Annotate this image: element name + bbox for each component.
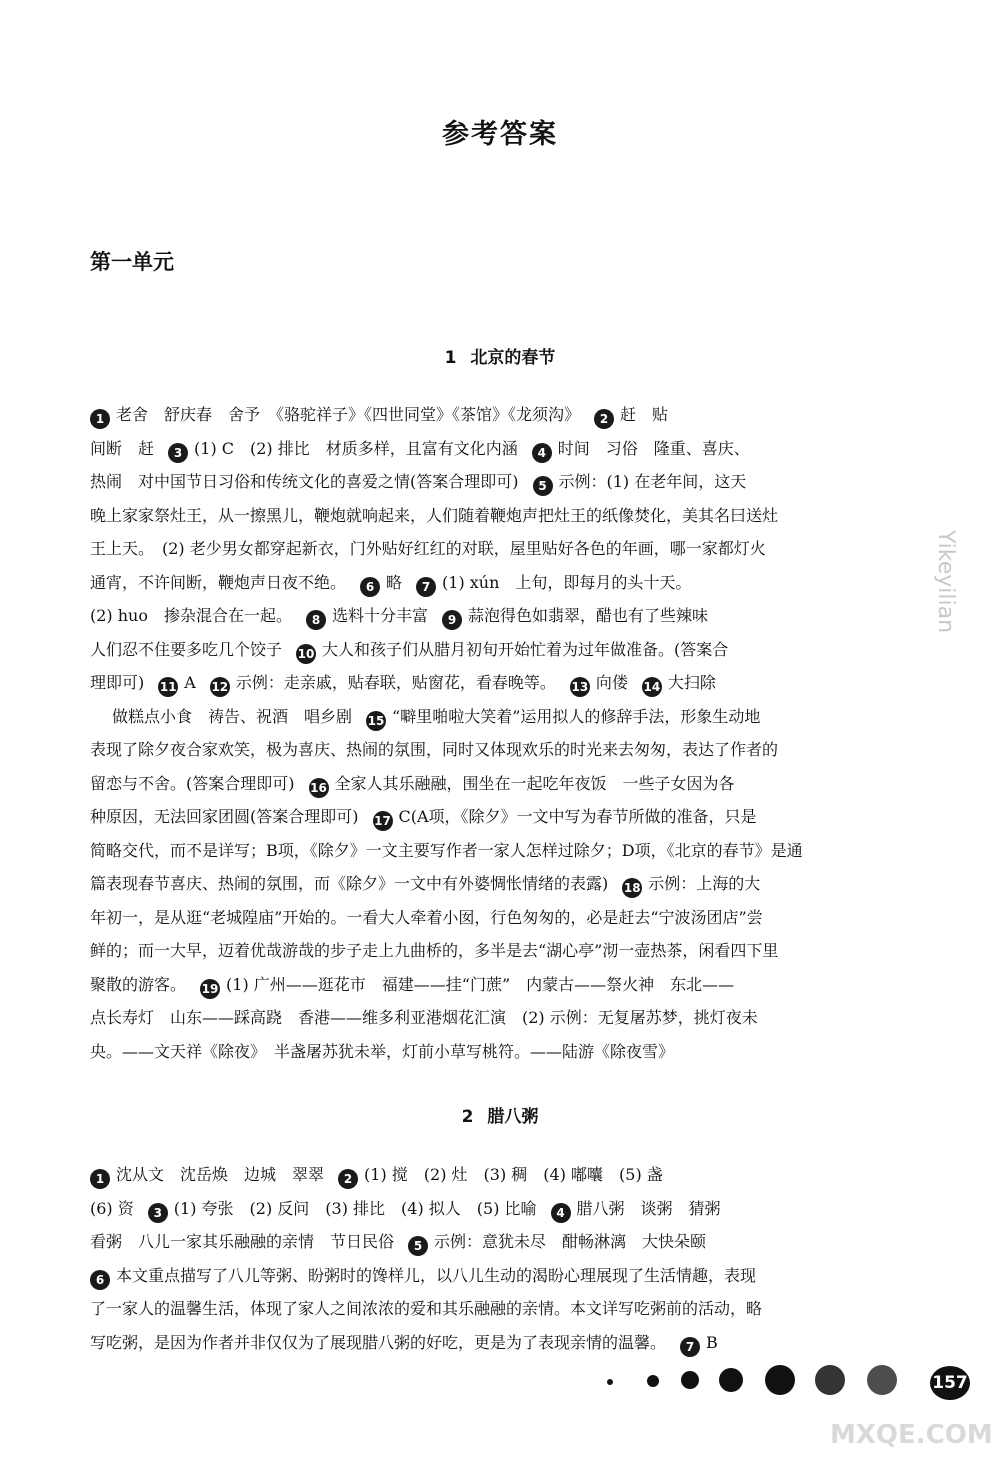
answer-line — [90, 1192, 910, 1226]
question-number-badge: 1 — [90, 409, 110, 429]
question-number-badge: 8 — [306, 610, 326, 630]
answer-line — [90, 566, 910, 600]
answer-line — [90, 465, 910, 499]
question-number-badge: 11 — [158, 677, 178, 697]
lesson-1-answers — [90, 398, 910, 1068]
question-number-badge: 2 — [338, 1169, 358, 1189]
answer-line — [90, 398, 910, 432]
answer-text: 年初一，是从逛“老城隍庙”开始的。一看大人牵着小囡，行色匆匆的，必是赶去“宁波汤团店”尝 — [90, 907, 763, 927]
answer-text: 示例：意犹未尽 酣畅淋漓 大快朵颐 — [434, 1232, 707, 1251]
question-number-badge: 17 — [373, 811, 393, 831]
answer-text: 做糕点小食 祷告、祝酒 唱乡剧 — [112, 706, 353, 726]
answer-text: 向偻 — [595, 673, 628, 692]
answer-text: 热闹 对中国节日习俗和传统文化的喜爱之情(答案合理即可) — [90, 472, 519, 491]
question-number-badge: 6 — [90, 1270, 110, 1290]
answer-line — [90, 700, 910, 734]
answer-text: 央。——文天祥《除夜》 半盏屠苏犹未举，灯前小草写桃符。——陆游《除夜雪》 — [90, 1041, 675, 1061]
dot-icon — [765, 1365, 795, 1395]
question-number-badge: 13 — [570, 677, 590, 697]
answer-text: 示例：(1) 在老年间，这天 — [558, 472, 747, 491]
answer-text: 种原因，无法回家团圆(答案合理即可) — [90, 807, 359, 826]
answer-line — [90, 834, 910, 868]
answer-line — [90, 867, 910, 901]
answer-text: 全家人其乐融融，围坐在一起吃年夜饭 一些子女因为各 — [334, 773, 735, 793]
answer-line — [90, 901, 910, 935]
answer-text: 人们忍不住要多吃几个饺子 — [90, 639, 283, 659]
dot-icon — [607, 1379, 613, 1385]
answer-text: 晚上家家祭灶王，从一擦黑儿，鞭炮就响起来，人们随着鞭炮声把灶王的纸像焚化，美其名曰送灶 — [90, 505, 779, 525]
lesson-heading-1 — [0, 343, 1000, 368]
answer-text: 鲜的；而一大早，迈着优哉游哉的步子走上九曲桥的，多半是去“湖心亭”沏一壶热茶，闲看四下里 — [90, 941, 779, 960]
answer-text: 理即可) — [90, 673, 145, 692]
answer-text: (1) C (2) 排比 材质多样，且富有文化内涵 — [194, 438, 518, 458]
answer-text: 选料十分丰富 — [332, 606, 429, 625]
page-number: 157 — [930, 1366, 970, 1400]
answer-text: 看粥 八儿一家其乐融融的亲情 节日民俗 — [90, 1232, 395, 1251]
dot-icon — [681, 1371, 699, 1389]
answer-text: C(A项，《除夕》一文中写为春节所做的准备，只是 — [398, 807, 757, 826]
answer-line — [90, 499, 910, 533]
answer-line — [90, 1158, 910, 1192]
answer-line — [90, 432, 910, 466]
question-number-badge: 12 — [210, 677, 230, 697]
answer-text: 写吃粥，是因为作者并非仅仅为了展现腊八粥的好吃，更是为了表现亲情的温馨。 — [90, 1332, 667, 1352]
answer-text: (1) xún 上旬，即每月的头十天。 — [442, 572, 692, 592]
watermark: MXQE.COM — [830, 1420, 993, 1450]
lesson-number: 1 — [444, 348, 457, 368]
lesson-2-answers — [90, 1158, 910, 1359]
question-number-badge: 3 — [168, 443, 188, 463]
answer-text: 示例：上海的大 — [648, 874, 761, 893]
answer-text: 大扫除 — [667, 673, 716, 692]
question-number-badge: 5 — [533, 476, 553, 496]
answer-line — [90, 733, 910, 767]
answer-text: 间断 赶 — [90, 438, 155, 458]
answer-line — [90, 1225, 910, 1259]
question-number-badge: 10 — [296, 644, 316, 664]
answer-text: 本文重点描写了八儿等粥、盼粥时的馋样儿，以八儿生动的渴盼心理展现了生活情趣，表现 — [116, 1265, 757, 1285]
answer-text: 赶 贴 — [620, 405, 669, 424]
dot-icon — [867, 1365, 897, 1395]
answer-text: 篇表现春节喜庆、热闹的氛围，而《除夕》一文中有外婆惆怅情绪的表露) — [90, 874, 609, 893]
question-number-badge: 4 — [532, 443, 552, 463]
answer-line — [90, 532, 910, 566]
answer-text: “噼里啪啦大笑着”运用拟人的修辞手法，形象生动地 — [392, 706, 761, 726]
lesson-heading-2 — [0, 1102, 1000, 1127]
answer-text: 沈从文 沈岳焕 边城 翠翠 — [116, 1165, 325, 1184]
answer-text: (6) 资 — [90, 1198, 134, 1218]
dot-icon — [815, 1365, 845, 1395]
question-number-badge: 1 — [90, 1169, 110, 1189]
answer-text: 王上天。 (2) 老少男女都穿起新衣，门外贴好红红的对联，屋里贴好各色的年画，哪一家都灯火 — [90, 539, 766, 558]
answer-text: A — [184, 673, 196, 692]
answer-text: (1) 搅 (2) 灶 (3) 稠 (4) 嘟囔 (5) 盏 — [364, 1165, 663, 1184]
question-number-badge: 2 — [594, 409, 614, 429]
answer-line — [90, 767, 910, 801]
answer-line — [90, 666, 910, 700]
lesson-number: 2 — [461, 1107, 474, 1127]
answer-text: 老舍 舒庆春 舍予 《骆驼祥子》《四世同堂》《茶馆》《龙须沟》 — [116, 405, 581, 424]
answer-text: 聚散的游客。 — [90, 974, 187, 994]
answer-text: 略 — [386, 572, 403, 592]
dot-icon — [647, 1375, 659, 1387]
answer-line — [90, 599, 910, 633]
answer-text: (1) 广州——逛花市 福建——挂“门蔗” 内蒙古——祭火神 东北—— — [226, 974, 735, 994]
answer-text: 蒜泡得色如翡翠，醋也有了些辣味 — [468, 606, 709, 625]
answer-line — [90, 800, 910, 834]
question-number-badge: 5 — [408, 1236, 428, 1256]
answer-text: 点长寿灯 山东——踩高跷 香港——维多利亚港烟花汇演 (2) 示例：无复屠苏梦，挑灯夜未 — [90, 1008, 758, 1027]
answer-line — [90, 1326, 910, 1360]
side-mark: Yikeyilian — [933, 530, 958, 634]
answer-text: (2) huo 掺杂混合在一起。 — [90, 606, 292, 625]
question-number-badge: 7 — [680, 1337, 700, 1357]
page-title: 参考答案 — [442, 119, 558, 150]
lesson-title: 北京的春节 — [470, 348, 556, 368]
answer-line — [90, 1035, 910, 1069]
question-number-badge: 3 — [148, 1203, 168, 1223]
answer-line — [90, 934, 910, 968]
answer-text: 表现了除夕夜合家欢笑，极为喜庆、热闹的氛围，同时又体现欢乐的时光来去匆匆，表达了作者的 — [90, 740, 779, 759]
question-number-badge: 14 — [642, 677, 662, 697]
answer-line — [90, 968, 910, 1002]
answer-text: 留恋与不舍。(答案合理即可) — [90, 773, 295, 793]
question-number-badge: 6 — [360, 577, 380, 597]
answer-text: 时间 习俗 隆重、喜庆、 — [557, 438, 750, 458]
dot-icon — [719, 1368, 743, 1392]
question-number-badge: 4 — [551, 1203, 571, 1223]
lesson-title: 腊八粥 — [487, 1107, 539, 1127]
answer-text: 腊八粥 谈粥 猜粥 — [576, 1198, 721, 1218]
question-number-badge: 19 — [200, 979, 220, 999]
answer-text: 通宵，不许间断，鞭炮声日夜不绝。 — [90, 572, 347, 592]
answer-text: (1) 夸张 (2) 反问 (3) 排比 (4) 拟人 (5) 比喻 — [173, 1198, 537, 1218]
question-number-badge: 18 — [622, 878, 642, 898]
unit-heading: 第一单元 — [90, 250, 174, 274]
question-number-badge: 7 — [416, 577, 436, 597]
answer-line — [90, 1292, 910, 1326]
answer-text: 大人和孩子们从腊月初旬开始忙着为过年做准备。(答案合 — [322, 639, 729, 659]
answer-text: 了一家人的温馨生活，体现了家人之间浓浓的爱和其乐融融的亲情。本文详写吃粥前的活动，略 — [90, 1299, 763, 1318]
question-number-badge: 15 — [366, 711, 386, 731]
question-number-badge: 16 — [309, 778, 329, 798]
decorative-dots — [605, 1363, 925, 1403]
answer-text: B — [706, 1332, 718, 1352]
answer-text: 简略交代，而不是详写；B项，《除夕》一文主要写作者一家人怎样过除夕；D项，《北京的春节》是通 — [90, 840, 803, 860]
question-number-badge: 9 — [442, 610, 462, 630]
answer-text: 示例：走亲戚，贴春联，贴窗花，看春晚等。 — [235, 673, 556, 692]
answer-line — [90, 1001, 910, 1035]
answer-line — [90, 1259, 910, 1293]
answer-line — [90, 633, 910, 667]
